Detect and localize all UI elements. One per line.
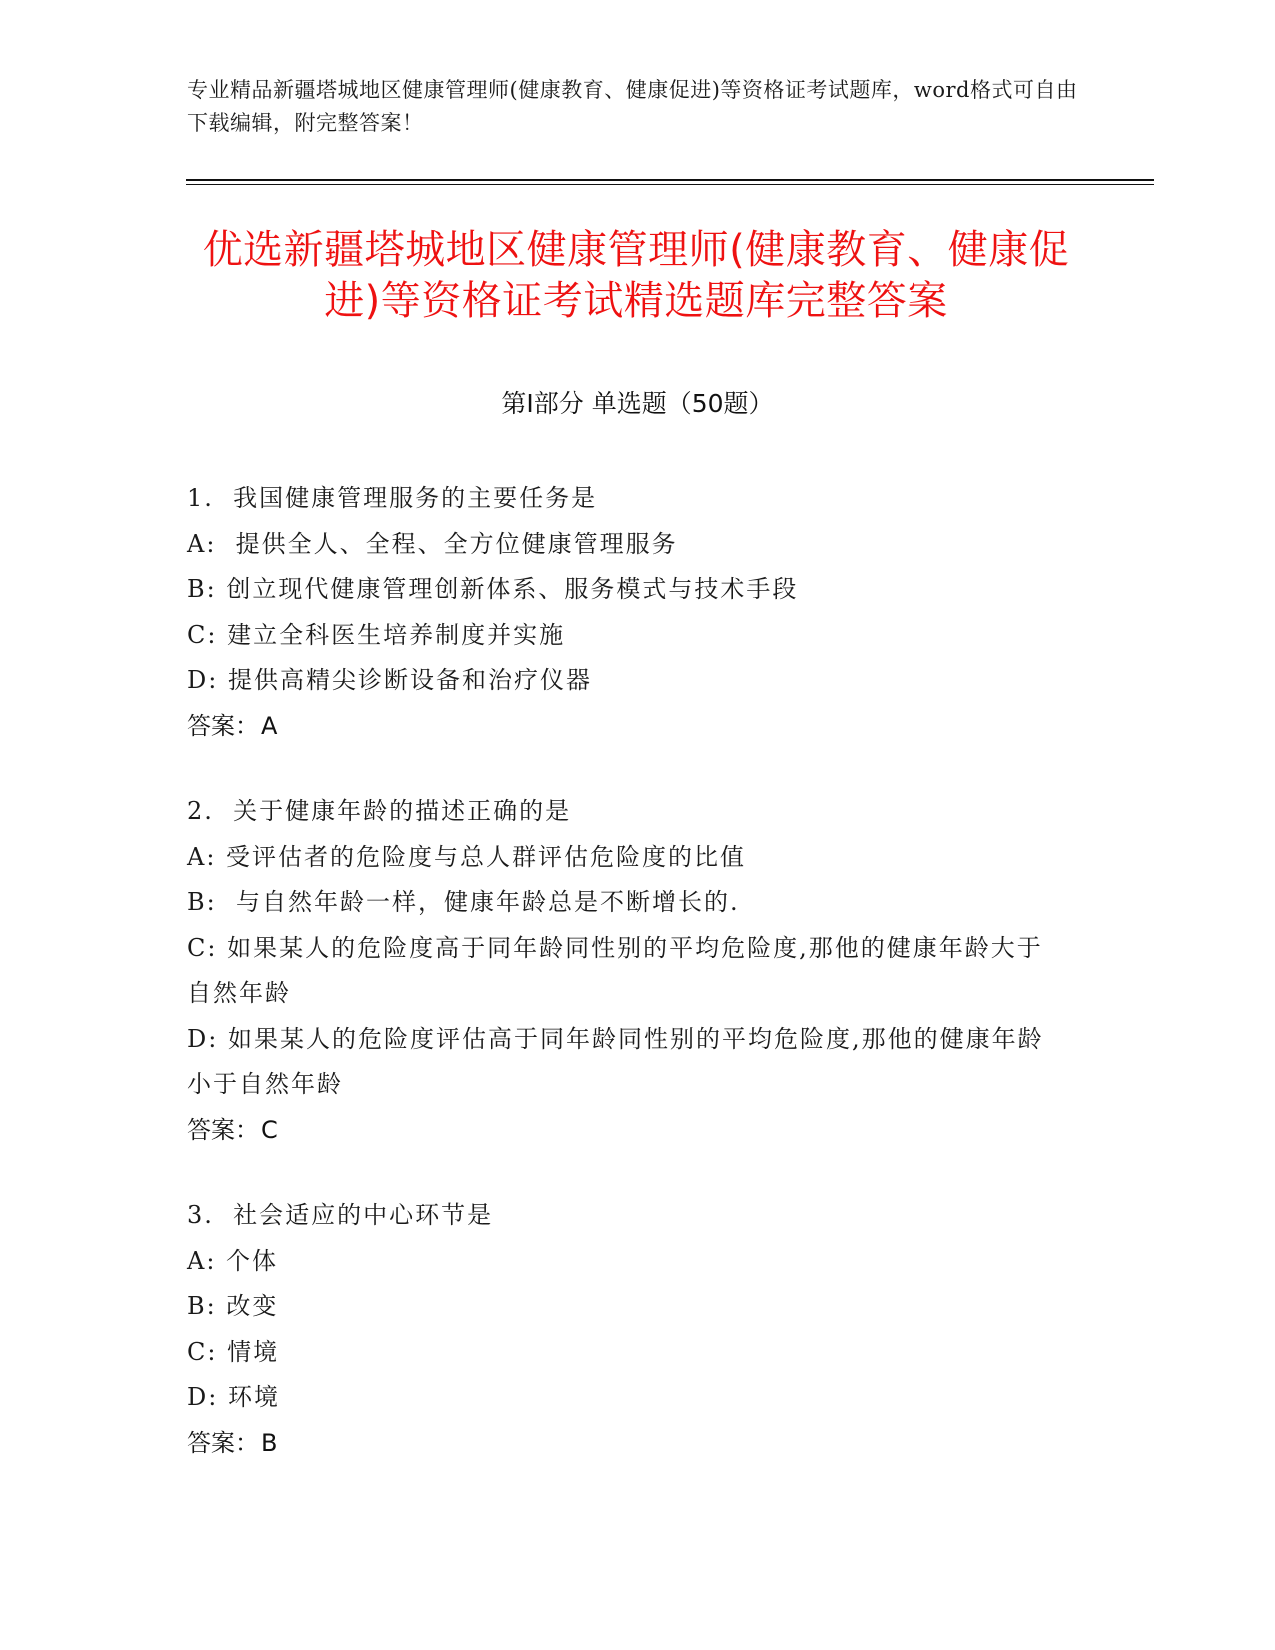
answer-line [187,1421,1067,1467]
answer-value: C [261,1115,278,1144]
section-title: 第Ⅰ部分 单选题（50题） [501,389,774,418]
header-rule-thick [186,179,1154,181]
answer-label: 答案： [187,1115,259,1144]
answer-label: 答案： [187,711,259,740]
option-c: C: 建立全科医生培养制度并实施 [187,620,566,649]
option-b: B: 与自然年龄一样，健康年龄总是不断增长的. [187,888,740,916]
header-rule-thin [186,184,1154,185]
option-c: C: 如果某人的危险度高于同年龄同性别的平均危险度,那他的健康年龄大于自然年龄 [187,933,1043,1007]
option-a: A: 提供全人、全程、全方位健康管理服务 [187,529,678,558]
answer-value: A [261,711,278,740]
answer-line [187,1108,1067,1154]
document-title: 优选新疆塔城地区健康管理师(健康教育、健康促进)等资格证考试精选题库完整答案 [202,227,1070,324]
option-a: A: 受评估者的危险度与总人群评估危险度的比值 [187,842,747,871]
question-stem: 1. 我国健康管理服务的主要任务是 [187,484,598,512]
question-list [187,476,1067,1506]
question-3 [187,1193,1067,1466]
question-1 [187,476,1067,749]
question-stem: 3. 社会适应的中心环节是 [187,1201,494,1229]
option-b: B: 改变 [187,1292,279,1320]
answer-line [187,704,1067,750]
option-a: A: 个体 [187,1246,279,1275]
option-d: D: 提供高精尖诊断设备和治疗仪器 [187,666,592,694]
option-b: B: 创立现代健康管理创新体系、服务模式与技术手段 [187,575,799,603]
answer-label: 答案： [187,1428,259,1457]
question-2 [187,789,1067,1153]
answer-value: B [261,1428,278,1457]
option-c: C: 情境 [187,1337,280,1366]
option-d: D: 如果某人的危险度评估高于同年龄同性别的平均危险度,那他的健康年龄小于自然年龄 [187,1024,1044,1098]
option-d: D: 环境 [187,1383,280,1411]
question-stem: 2. 关于健康年龄的描述正确的是 [187,797,572,825]
header-note: 专业精品新疆塔城地区健康管理师(健康教育、健康促进)等资格证考试题库，word格式可自由下载编辑，附完整答案！ [187,78,1078,135]
